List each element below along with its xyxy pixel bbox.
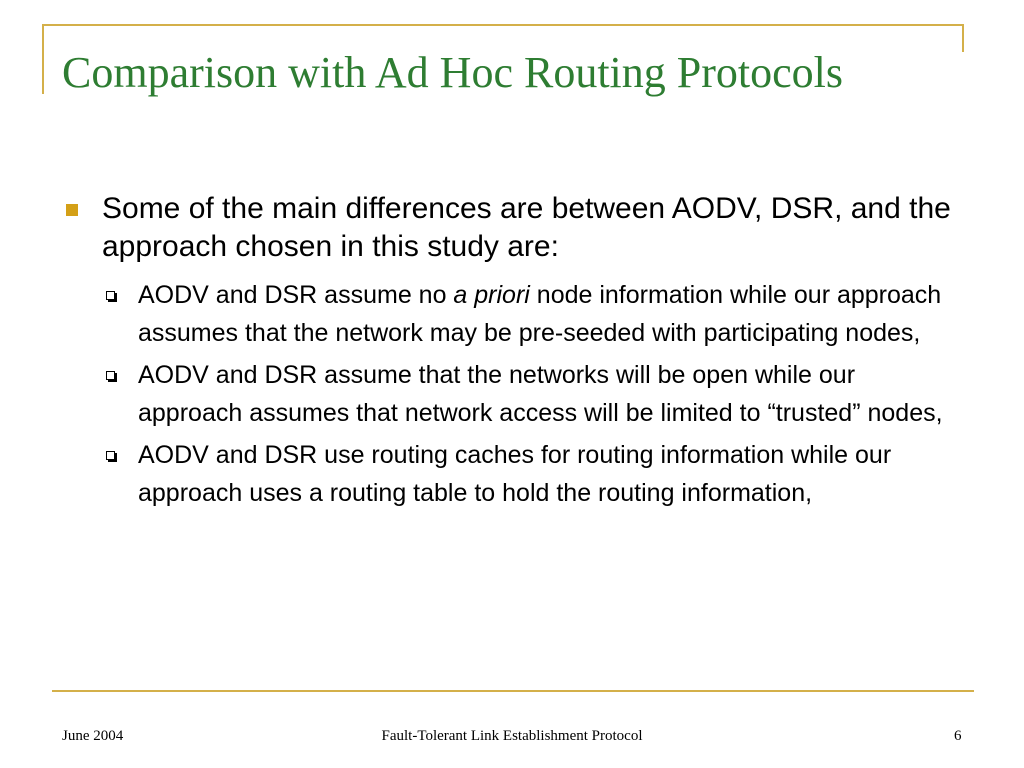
footer-date: June 2004 [62, 728, 124, 744]
frame-left-line [42, 24, 44, 94]
slide-content [62, 190, 962, 516]
sub-bullet-2-text: AODV and DSR assume that the networks will be open while our approach assumes that network access will be limited to “trusted” nodes, [138, 361, 943, 427]
hollow-square-bullet-icon [106, 291, 115, 300]
bullet-main-text: Some of the main differences are between AODV, DSR, and the approach chosen in this study are: [102, 192, 951, 263]
footer-divider [52, 690, 974, 692]
frame-right-line [962, 24, 964, 52]
sub-bullet-1-text-after: node information while our approach assumes that the network may be pre-seeded with participating nodes, [138, 281, 942, 347]
sub-bullet-3 [62, 436, 962, 512]
sub-bullet-2 [62, 356, 962, 432]
frame-top-line [42, 24, 964, 26]
slide-title: Comparison with Ad Hoc Routing Protocols [62, 48, 843, 97]
sub-bullet-1-text-italic: a priori [453, 281, 530, 309]
sub-bullet-3-text: AODV and DSR use routing caches for routing information while our approach uses a routing table to hold the routing information, [138, 441, 892, 507]
sub-bullet-1-text-before: AODV and DSR assume no [138, 281, 454, 309]
hollow-square-bullet-icon [106, 371, 115, 380]
sub-bullet-list [62, 276, 962, 512]
bullet-main [62, 190, 962, 266]
page-number: 6 [954, 728, 962, 744]
footer-title: Fault-Tolerant Link Establishment Protocol [381, 728, 643, 744]
square-bullet-icon [66, 204, 78, 216]
hollow-square-bullet-icon [106, 451, 115, 460]
sub-bullet-1 [62, 276, 962, 352]
